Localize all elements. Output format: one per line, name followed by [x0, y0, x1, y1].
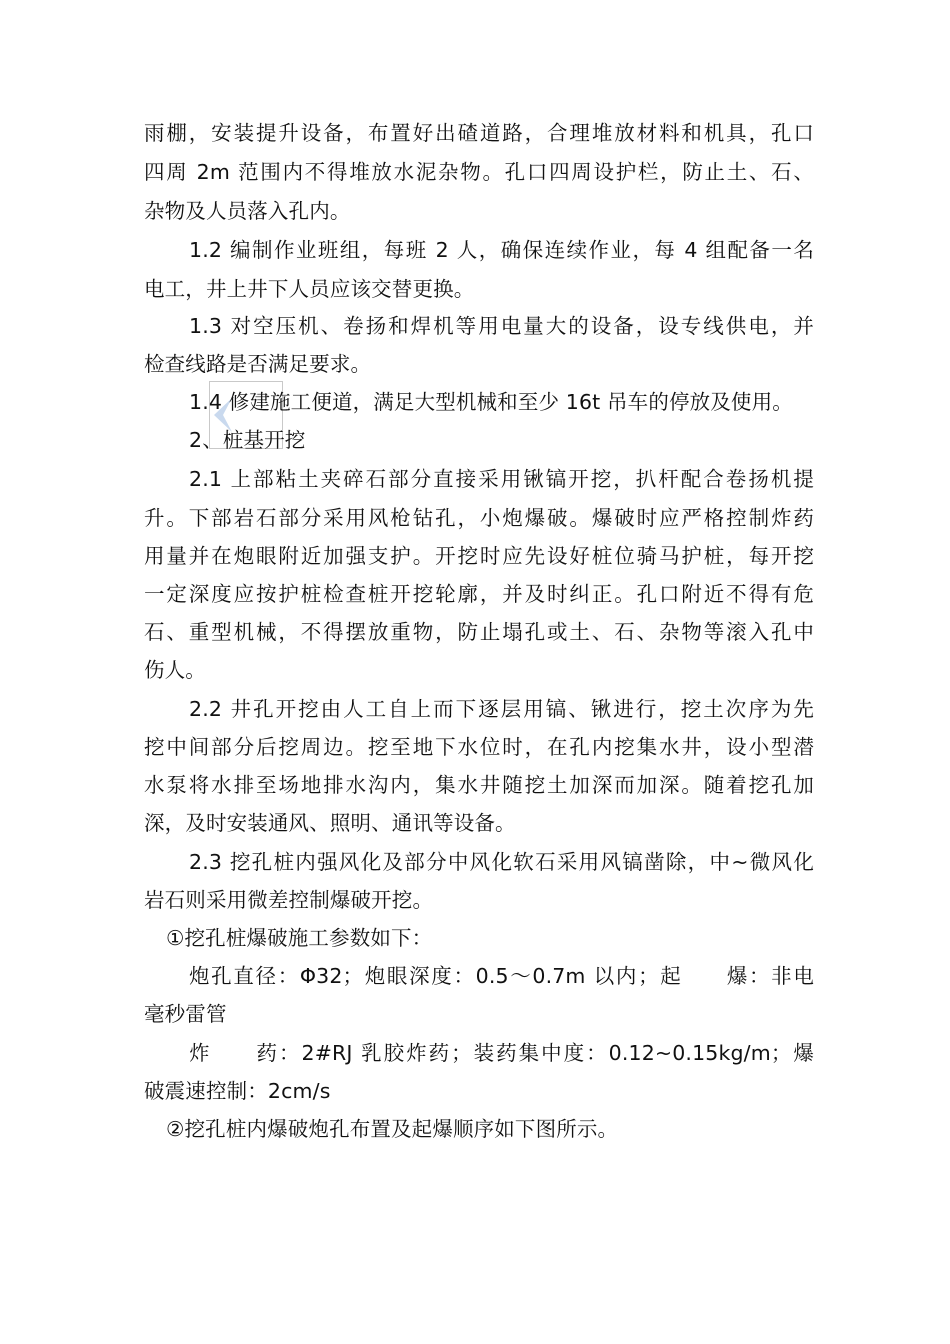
- paragraph-line: 2.2 井孔开挖由人工自上而下逐层用镐、锹进行，挖土次序为先: [189, 697, 814, 721]
- paragraph-line: 2.3 挖孔桩内强风化及部分中风化软石采用风镐凿除，中~微风化: [189, 850, 814, 874]
- paragraph-line: 用量并在炮眼附近加强支护。开挖时应先设好桩位骑马护桩，每开挖: [144, 544, 814, 568]
- list-item: ②挖孔桩内爆破炮孔布置及起爆顺序如下图所示。: [166, 1117, 619, 1141]
- paragraph-line: 伤人。: [144, 658, 206, 682]
- paragraph-line: 1.3 对空压机、卷扬和焊机等用电量大的设备，设专线供电，并: [189, 314, 814, 338]
- paragraph-line: 1.4 修建施工便道，满足大型机械和至少 16t 吊车的停放及使用。: [189, 390, 793, 414]
- section-heading: 2、桩基开挖: [189, 428, 306, 452]
- paragraph-line: 四周 2m 范围内不得堆放水泥杂物。孔口四周设护栏，防止土、石、: [144, 160, 814, 184]
- list-item: ①挖孔桩爆破施工参数如下：: [166, 926, 433, 950]
- paragraph-line: 1.2 编制作业班组，每班 2 人，确保连续作业，每 4 组配备一名: [189, 238, 814, 262]
- paragraph-line: 2.1 上部粘土夹碎石部分直接采用锹镐开挖，扒杆配合卷扬机提: [189, 467, 814, 491]
- paragraph-line: 一定深度应按护桩检查桩开挖轮廓，并及时纠正。孔口附近不得有危: [144, 582, 814, 606]
- parameter-line: 炸 药：2#RJ 乳胶炸药；装药集中度：0.12~0.15kg/m；爆: [189, 1041, 814, 1065]
- paragraph-line: 水泵将水排至场地排水沟内，集水井随挖土加深而加深。随着挖孔加: [144, 773, 814, 797]
- paragraph-line: 电工，井上井下人员应该交替更换。: [144, 277, 475, 301]
- paragraph-line: 杂物及人员落入孔内。: [144, 199, 351, 223]
- paragraph-line: 升。下部岩石部分采用风枪钻孔，小炮爆破。爆破时应严格控制炸药: [144, 506, 814, 530]
- parameter-line: 毫秒雷管: [144, 1002, 227, 1026]
- paragraph-line: 岩石则采用微差控制爆破开挖。: [144, 888, 434, 912]
- paragraph-line: 雨棚，安装提升设备，布置好出碴道路，合理堆放材料和机具，孔口: [144, 121, 814, 145]
- paragraph-line: 挖中间部分后挖周边。挖至地下水位时，在孔内挖集水井，设小型潜: [144, 735, 814, 759]
- parameter-line: 炮孔直径：Φ32；炮眼深度：0.5～0.7m 以内；起 爆：非电: [189, 964, 814, 988]
- paragraph-line: 检查线路是否满足要求。: [144, 352, 372, 376]
- parameter-line: 破震速控制：2cm/s: [144, 1079, 331, 1103]
- paragraph-line: 石、重型机械，不得摆放重物，防止塌孔或土、石、杂物等滚入孔中: [144, 620, 814, 644]
- paragraph-line: 深，及时安装通风、照明、通讯等设备。: [144, 811, 516, 835]
